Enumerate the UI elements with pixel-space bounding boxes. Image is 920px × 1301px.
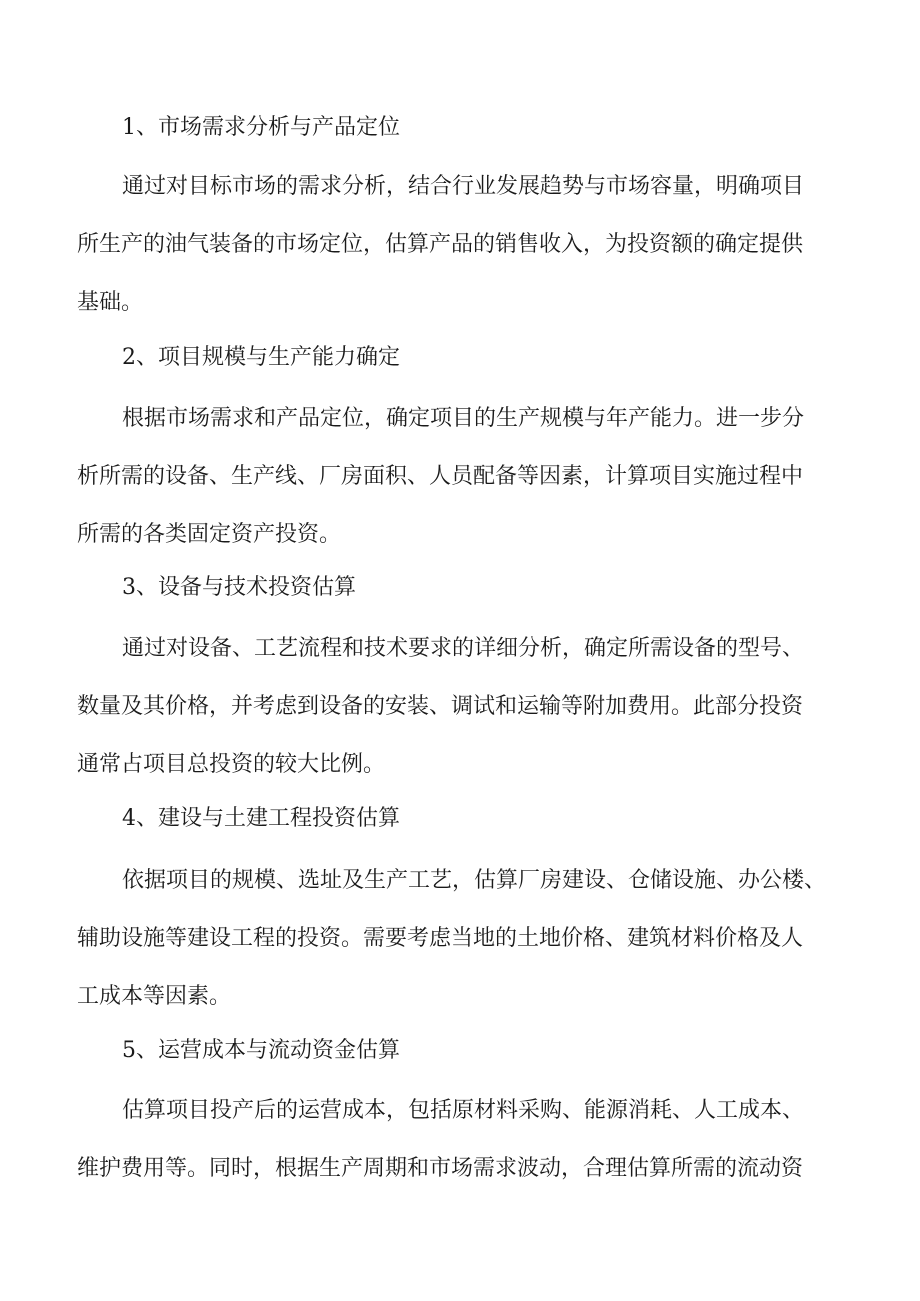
paragraph-line: 辅助设施等建设工程的投资。需要考虑当地的土地价格、建筑材料价格及人 bbox=[77, 926, 804, 951]
paragraph-line: 依据项目的规模、选址及生产工艺，估算厂房建设、仓储设施、办公楼、 bbox=[122, 868, 827, 893]
paragraph-line: 估算项目投产后的运营成本，包括原材料采购、能源消耗、人工成本、 bbox=[122, 1098, 805, 1123]
section-paragraph-5 bbox=[77, 1082, 858, 1198]
paragraph-line: 通常占项目总投资的较大比例。 bbox=[77, 752, 386, 777]
paragraph-line: 析所需的设备、生产线、厂房面积、人员配备等因素，计算项目实施过程中 bbox=[77, 464, 804, 489]
section-paragraph-1 bbox=[77, 158, 858, 332]
section-heading-2: 2、项目规模与生产能力确定 bbox=[122, 345, 400, 370]
paragraph-line: 所生产的油气装备的市场定位，估算产品的销售收入，为投资额的确定提供 bbox=[77, 232, 804, 257]
section-heading-3: 3、设备与技术投资估算 bbox=[122, 575, 356, 600]
section-paragraph-4 bbox=[77, 852, 858, 1026]
paragraph-line: 数量及其价格，并考虑到设备的安装、调试和运输等附加费用。此部分投资 bbox=[77, 694, 804, 719]
paragraph-line: 通过对目标市场的需求分析，结合行业发展趋势与市场容量，明确项目 bbox=[122, 174, 805, 199]
paragraph-line: 基础。 bbox=[77, 290, 144, 315]
section-heading-4: 4、建设与土建工程投资估算 bbox=[122, 806, 400, 831]
paragraph-line: 工成本等因素。 bbox=[77, 984, 232, 1009]
paragraph-line: 通过对设备、工艺流程和技术要求的详细分析，确定所需设备的型号、 bbox=[122, 636, 805, 661]
section-heading-5: 5、运营成本与流动资金估算 bbox=[122, 1038, 400, 1063]
section-heading-1: 1、市场需求分析与产品定位 bbox=[122, 115, 400, 140]
paragraph-line: 所需的各类固定资产投资。 bbox=[77, 522, 342, 547]
paragraph-line: 根据市场需求和产品定位，确定项目的生产规模与年产能力。进一步分 bbox=[122, 406, 805, 431]
section-paragraph-2 bbox=[77, 390, 858, 564]
section-paragraph-3 bbox=[77, 620, 858, 794]
paragraph-line: 维护费用等。同时，根据生产周期和市场需求波动，合理估算所需的流动资 bbox=[77, 1156, 804, 1181]
